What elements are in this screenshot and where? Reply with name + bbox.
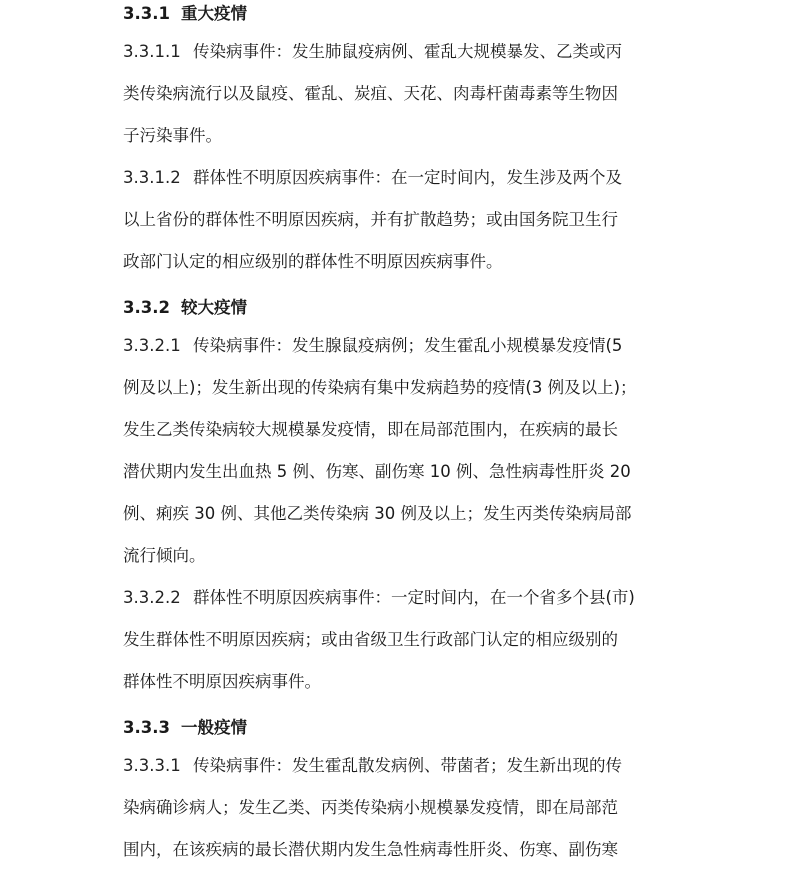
section-title: 较大疫情 (181, 298, 247, 317)
paragraph-line: 染病确诊病人；发生乙类、丙类传染病小规模暴发疫情，即在局部范 (123, 798, 618, 817)
clause-paragraph (123, 745, 679, 871)
paragraph-line: 发生乙类传染病较大规模暴发疫情，即在局部范围内，在疾病的最长 (123, 420, 618, 439)
paragraph-line: 类传染病流行以及鼠疫、霍乱、炭疽、天花、肉毒杆菌毒素等生物因 (123, 84, 618, 103)
section-heading (123, 294, 679, 322)
section-number: 3.3.2 (123, 298, 170, 317)
paragraph-line: 子污染事件。 (123, 126, 222, 145)
paragraph-line: 发生群体性不明原因疾病；或由省级卫生行政部门认定的相应级别的 (123, 630, 618, 649)
paragraph-line: 围内，在该疾病的最长潜伏期内发生急性病毒性肝炎、伤寒、副伤寒 (123, 840, 618, 859)
paragraph-line: 例及以上)；发生新出现的传染病有集中发病趋势的疫情(3 例及以上)； (123, 378, 637, 397)
paragraph-line: 潜伏期内发生出血热 5 例、伤寒、副伤寒 10 例、急性病毒性肝炎 20 (123, 462, 631, 481)
section-title: 一般疫情 (181, 718, 247, 737)
clause-number: 3.3.2.1 (123, 336, 181, 355)
section-number: 3.3.3 (123, 718, 170, 737)
paragraph-line: 例、痢疾 30 例、其他乙类传染病 30 例及以上；发生丙类传染病局部 (123, 504, 632, 523)
paragraph-line: 以上省份的群体性不明原因疾病，并有扩散趋势；或由国务院卫生行 (123, 210, 618, 229)
clause-paragraph (123, 31, 679, 157)
paragraph-line: 3.3.1.1 传染病事件：发生肺鼠疫病例、霍乱大规模暴发、乙类或丙 (123, 31, 679, 73)
paragraph-line: 3.3.2.1 传染病事件：发生腺鼠疫病例；发生霍乱小规模暴发疫情(5 (123, 325, 679, 367)
clause-number: 3.3.1.1 (123, 42, 181, 61)
section-title: 重大疫情 (181, 4, 247, 23)
clause-paragraph (123, 577, 679, 703)
paragraph-line: 流行倾向。 (123, 546, 206, 565)
clause-number: 3.3.1.2 (123, 168, 181, 187)
document-body (123, 0, 679, 871)
section-heading (123, 0, 679, 28)
clause-number: 3.3.2.2 (123, 588, 181, 607)
paragraph-line: 政部门认定的相应级别的群体性不明原因疾病事件。 (123, 252, 503, 271)
paragraph-line: 群体性不明原因疾病事件。 (123, 672, 321, 691)
clause-paragraph (123, 157, 679, 283)
section-number: 3.3.1 (123, 4, 170, 23)
clause-paragraph (123, 325, 679, 577)
clause-number: 3.3.3.1 (123, 756, 181, 775)
paragraph-line: 3.3.1.2 群体性不明原因疾病事件：在一定时间内，发生涉及两个及 (123, 157, 679, 199)
paragraph-line: 3.3.3.1 传染病事件：发生霍乱散发病例、带菌者；发生新出现的传 (123, 745, 679, 787)
paragraph-line: 3.3.2.2 群体性不明原因疾病事件：一定时间内，在一个省多个县(市) (123, 577, 679, 619)
section-heading (123, 714, 679, 742)
